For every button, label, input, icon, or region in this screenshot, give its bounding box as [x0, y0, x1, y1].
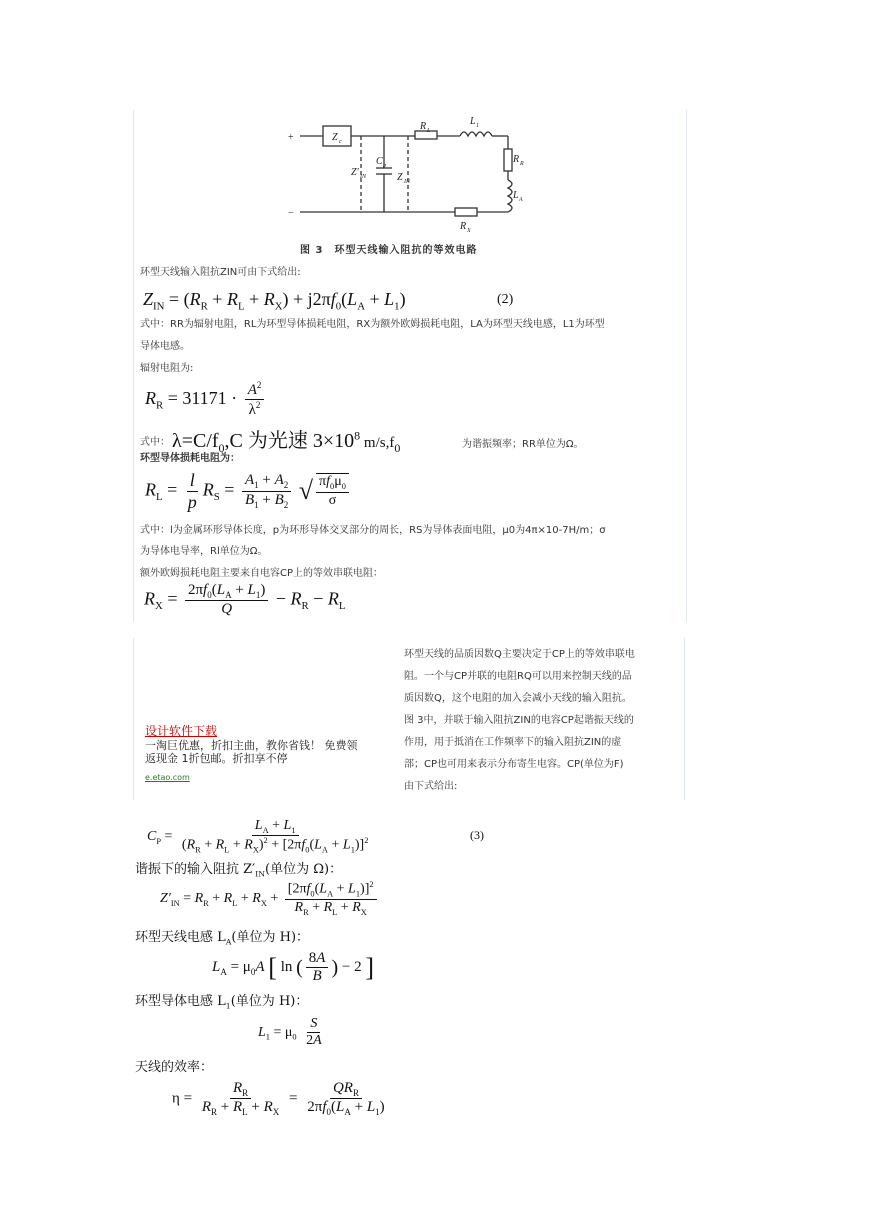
rx-label: R — [460, 221, 467, 232]
right-line-6: 部；CP也可用来表示分布寄生电容。CP(单位为F) — [404, 759, 624, 770]
figure-caption: 图 3 环型天线输入阻抗的等效电路 — [300, 245, 478, 256]
paragraph-6: 式中：l为金属环形导体长度，p为环形导体交叉部分的周长，RS为导体表面电阻，μ0为4π×10-7H/m；σ — [140, 525, 606, 536]
zin-prime-label: Z′ — [351, 167, 359, 178]
paragraph-3: 导体电感。 — [140, 341, 190, 352]
la-sub: A — [519, 197, 523, 203]
right-line-4: 图 3中，并联于输入阻抗ZIN的电容CP起谐振天线的 — [404, 715, 634, 726]
equation-rx: $R_X$ = $\frac{2\pi f_0(L_A + L_1)}{Q}$ − $R_R - R_L$ — [144, 582, 346, 618]
equation-2-number: (2) — [497, 292, 514, 307]
right-line-2: 阻。一个与CP并联的电阻RQ可以用来控制天线的品 — [404, 671, 632, 682]
zin-sub: IN — [404, 179, 410, 185]
right-line-1: 环型天线的品质因数Q主要决定于CP上的等效串联电 — [404, 649, 635, 660]
equation-zin-prime: $Z'_{IN} = R_R + R_L + R_X$ + $\frac{[2\pi f_0(L_A + L_1)]^2}{R_R + R_L + R_X}$ — [160, 880, 380, 918]
equation-rl: $R_L$ = $\frac{l}{p}$ $R_S$ = $\frac{A_1 + A_2}{B_1 + B_2}$ √ $\frac{\pi f_0\mu_0}{\sigma}$ — [145, 470, 352, 512]
l1-label: L — [470, 116, 476, 127]
right-line-5: 作用，用于抵消在工作频率下的输入阻抗ZIN的虚 — [404, 737, 622, 748]
rr-label: R — [513, 154, 520, 165]
minus-terminal-label: − — [288, 208, 294, 219]
equation-efficiency: η = $\frac{R_R}{R_R + R_L + R_X}$ = $\frac{QR_R}{2\pi f_0(L_A + L_1)}$ — [172, 1080, 385, 1118]
plus-terminal-label: + — [288, 132, 294, 143]
paragraph-5-prefix: 式中： — [140, 437, 170, 448]
ad-title-link[interactable]: 设计软件下载 — [145, 724, 218, 738]
equivalent-circuit-figure — [280, 112, 530, 237]
equation-3-number: (3) — [470, 828, 484, 842]
rl-sub: L — [427, 128, 431, 134]
right-line-3: 质因数Q，这个电阻的加入会减小天线的输入阻抗。 — [404, 693, 632, 704]
equation-la: $L_A = \mu_0A$ [ ln ( $\frac{8A}{B}$ ) − 2 ] — [212, 950, 375, 985]
resonance-impedance-heading: 谐振下的输入阻抗 $Z'_{IN}$(单位为 Ω)： — [135, 862, 343, 879]
equation-rr: $R_R = 31171$ · $\frac{A^2}{\lambda^2}$ — [145, 380, 267, 420]
paragraph-7: 为导体电导率，Rl单位为Ω。 — [140, 546, 268, 557]
cp-label: C — [376, 156, 383, 167]
zin-label: Z — [397, 172, 403, 183]
zc-label: Z — [332, 132, 338, 143]
rr-sub: R — [520, 161, 524, 167]
right-line-7: 由下式给出: — [404, 781, 458, 792]
paragraph-2: 式中：RR为辐射电阻，RL为环型导体损耗电阻，RX为额外欧姆损耗电阻，LA为环型天线电感，L1为环型 — [140, 319, 605, 330]
rx-sub: X — [467, 228, 471, 234]
ad-line-1: 一淘巨优惠，折扣主曲，教你省钱！ 免费领 — [145, 739, 358, 752]
equation-l1: $L_1 = \mu_0$ $\frac{S}{2A}$ — [258, 1016, 322, 1049]
cp-sub: p — [383, 163, 386, 169]
ad-domain-link[interactable]: e.etao.com — [145, 773, 190, 782]
zin-prime-sub: IN — [360, 174, 366, 180]
paragraph-1: 环型天线输入阻抗ZIN可由下式给出: — [140, 267, 301, 278]
conductor-inductance-heading: 环型导体电感 $L_1$(单位为 H)： — [135, 994, 309, 1011]
la-label: L — [513, 190, 519, 201]
ad-line-2: 返现金 1折包邮。折扣享不停 — [145, 752, 288, 765]
ad-block[interactable] — [145, 720, 395, 784]
loop-inductance-heading: 环型天线电感 $L_A$(单位为 H)： — [135, 930, 310, 947]
paragraph-4: 辐射电阻为: — [140, 363, 194, 374]
heading-conductor-loss: 环型导体损耗电阻为： — [140, 453, 240, 464]
paragraph-5-suffix: 为谐振频率；RR单位为Ω。 — [462, 439, 584, 450]
lambda-definition: $\lambda=C/f_0,C$ 为光速 $3\times 10^8$ $m/s,f_0$ — [172, 428, 401, 455]
equation-3: $C_P$ = $\frac{L_A + L_1}{(R_R + R_L + R_X)^2 + [2\pi f_0(L_A + L_1)]^2}$ — [147, 818, 369, 855]
paragraph-8: 额外欧姆损耗电阻主要来自电容CP上的等效串联电阻： — [140, 568, 384, 579]
l1-sub: 1 — [476, 123, 479, 129]
zc-sub: c — [339, 139, 342, 145]
efficiency-heading: 天线的效率： — [135, 1060, 214, 1075]
equation-2: $Z_{IN} = (R_R + R_L + R_X) + j2\pi f_0(L_A + L_1)$ — [143, 289, 406, 313]
equation-rx-clip — [140, 582, 540, 622]
rl-label: R — [420, 121, 427, 132]
